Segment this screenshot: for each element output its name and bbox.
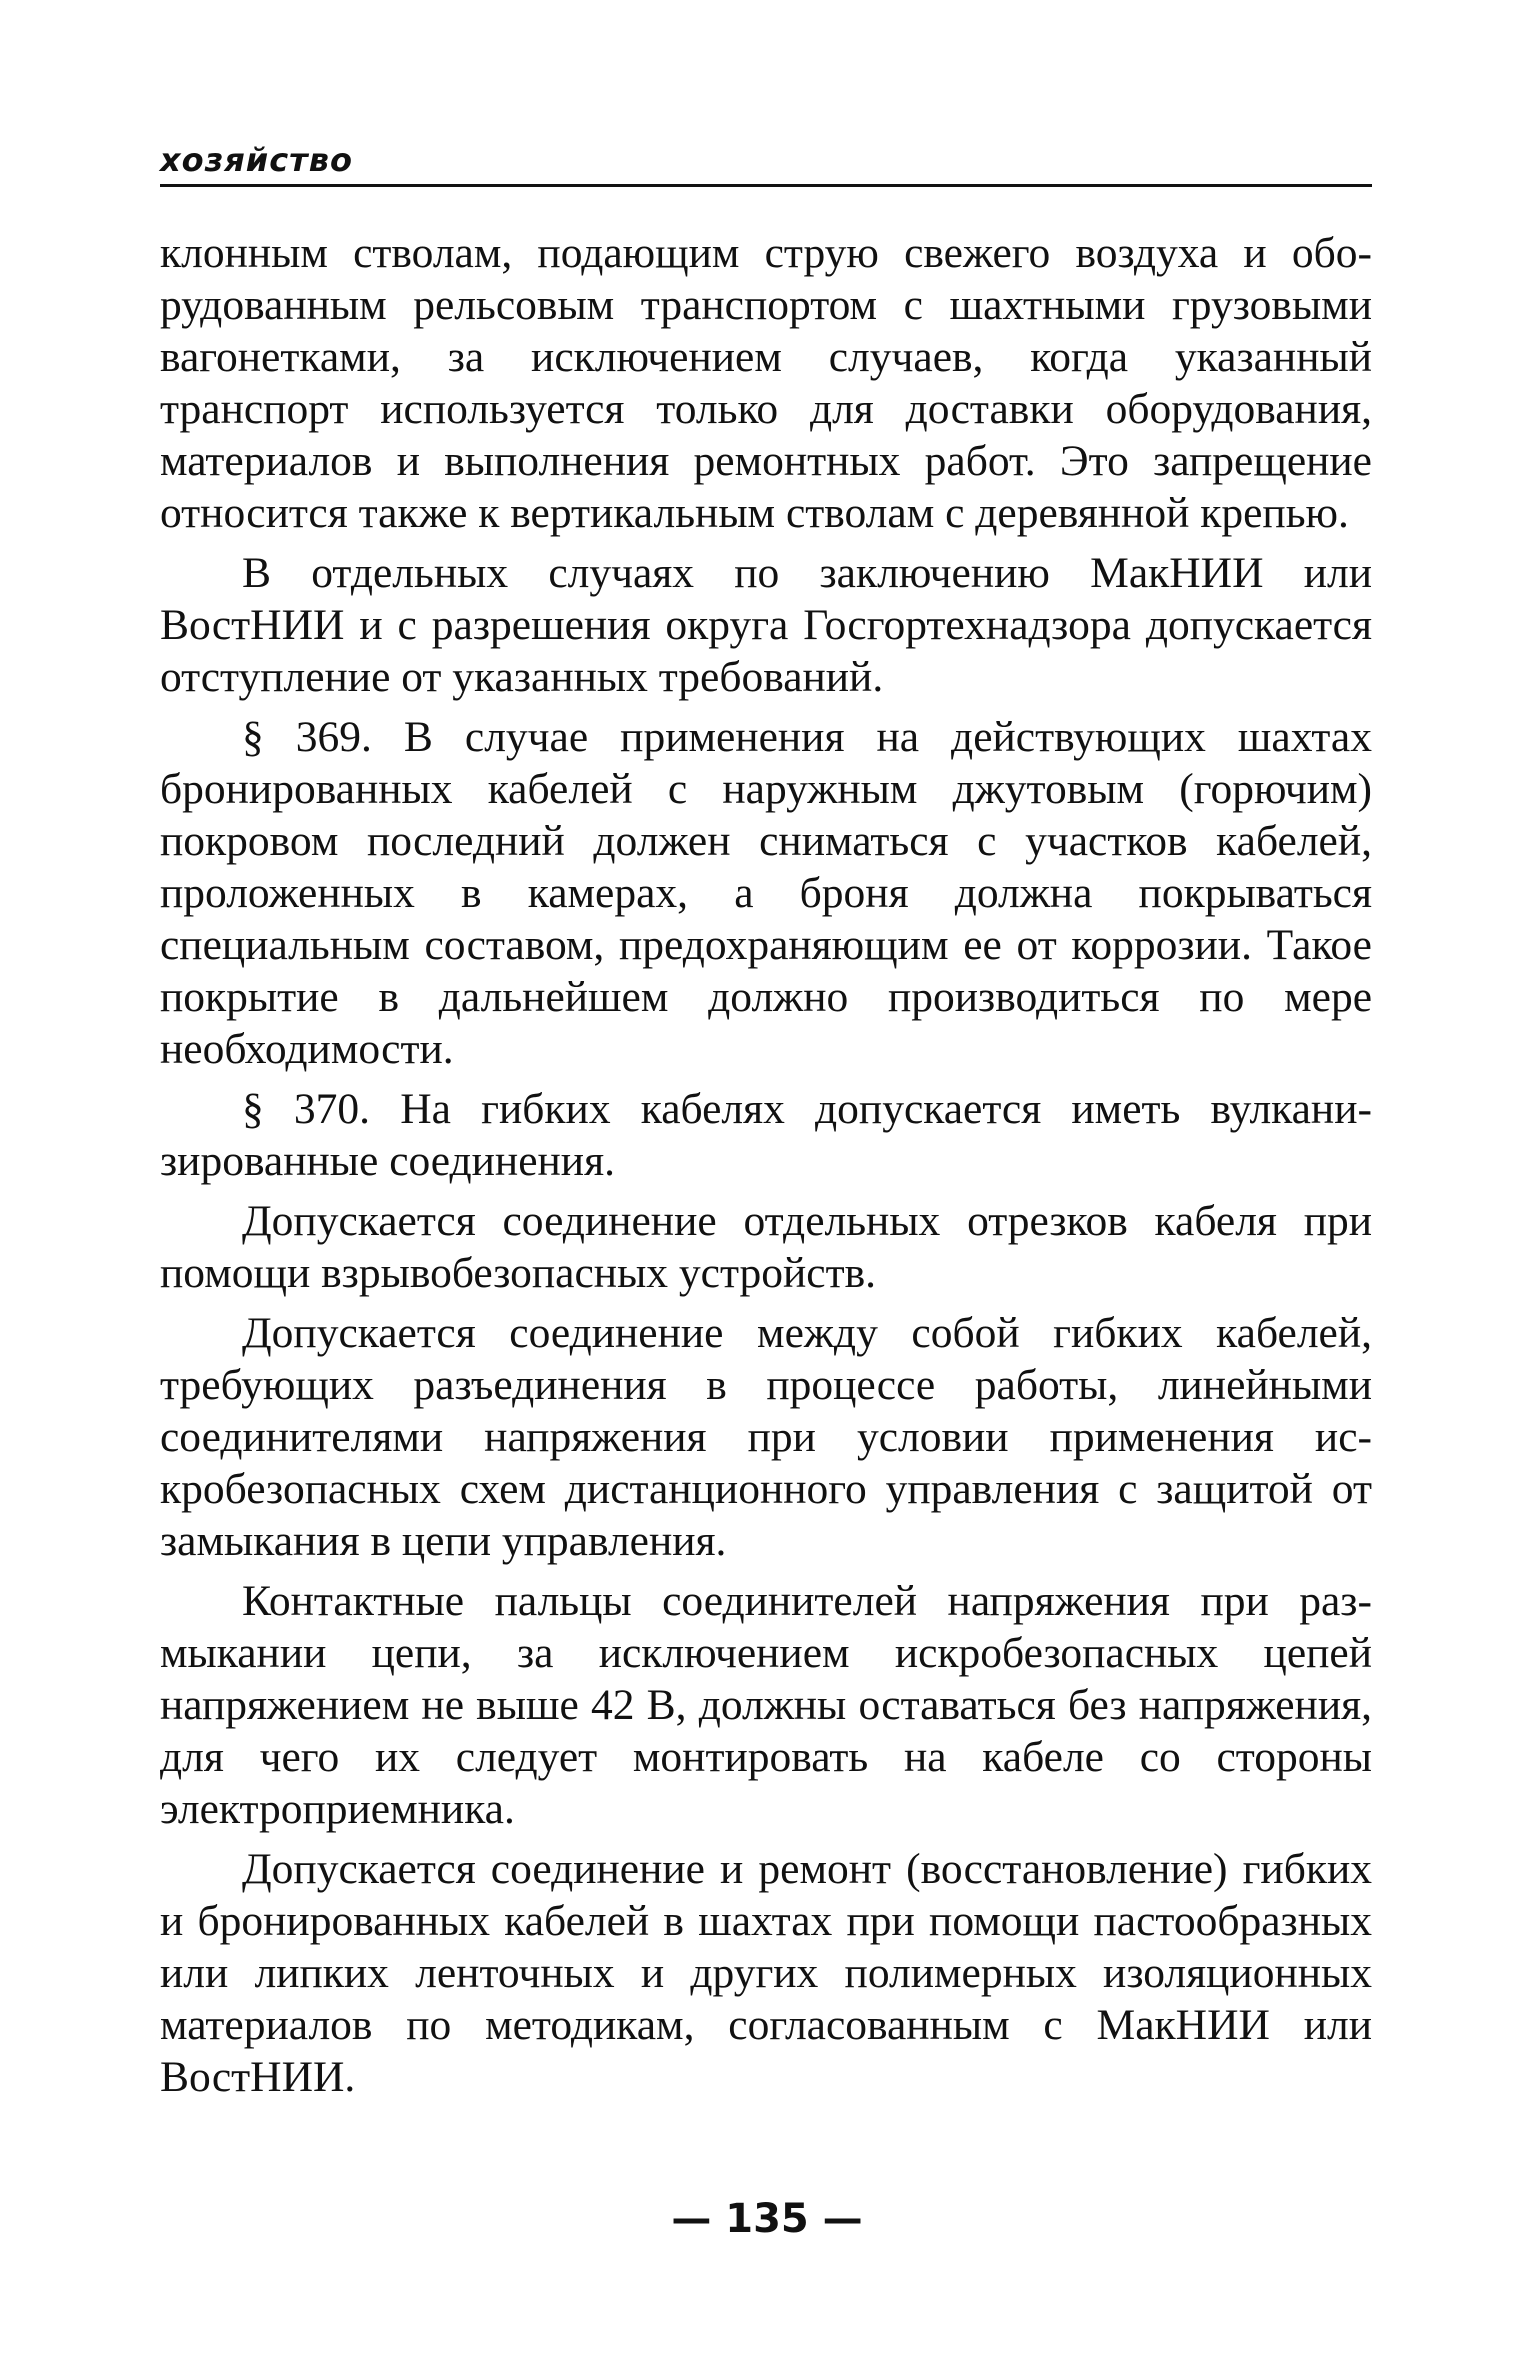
- paragraph: § 370. На гибких кабелях допускается иметь вулканизированные соединения.: [160, 1085, 1372, 1185]
- paragraph: В отдельных случаях по заключению МакНИИ или ВостНИИ и с разрешения округа Госгортехнадзора допускается отступление от указанных требований.: [160, 549, 1372, 701]
- paragraph: Контактные пальцы соединителей напряжения при размыкании цепи, за исключением искробезопасных цепей напряжением не выше 42 В, должны оставаться без напряжения, для чего их следует монтировать на кабеле со стороны электроприемника.: [160, 1577, 1372, 1833]
- page: [160, 140, 1372, 2111]
- paragraph: Допускается соединение между собой гибких кабелей, требующих разъединения в процессе работы, линейными соединителями напряжения при условии применения искробезопасных схем дистанционного управления с защитой от замыкания в цепи управления.: [160, 1309, 1372, 1565]
- paragraph: клонным стволам, подающим струю свежего воздуха и оборудованным рельсовым транспортом с шахтными грузовыми вагонетками, за исключением случаев, когда указанный транспорт используется только для доставки оборудования, материалов и выполнения ремонтных работ. Это запрещение относится также к вертикальным стволам с деревянной крепью.: [160, 229, 1372, 537]
- paragraph: § 369. В случае применения на действующих шахтах бронированных кабелей с наружным джутовым (горючим) покровом последний должен сниматься с участков кабелей, проложенных в камерах, а броня должна покрываться специальным составом, предохраняющим ее от коррозии. Такое покрытие в дальнейшем должно производиться по мере необходимости.: [160, 713, 1372, 1073]
- paragraph: Допускается соединение отдельных отрезков кабеля при помощи взрывобезопасных устройств.: [160, 1197, 1372, 1297]
- running-header: хозяйство: [160, 140, 1372, 187]
- body-text: [160, 227, 1372, 2103]
- paragraph: Допускается соединение и ремонт (восстановление) гибких и бронированных кабелей в шахтах при помощи пастообразных или липких ленточных и других полимерных изоляционных материалов по методикам, согласованным с МакНИИ или ВостНИИ.: [160, 1845, 1372, 2101]
- page-number: — 135 —: [671, 2196, 863, 2242]
